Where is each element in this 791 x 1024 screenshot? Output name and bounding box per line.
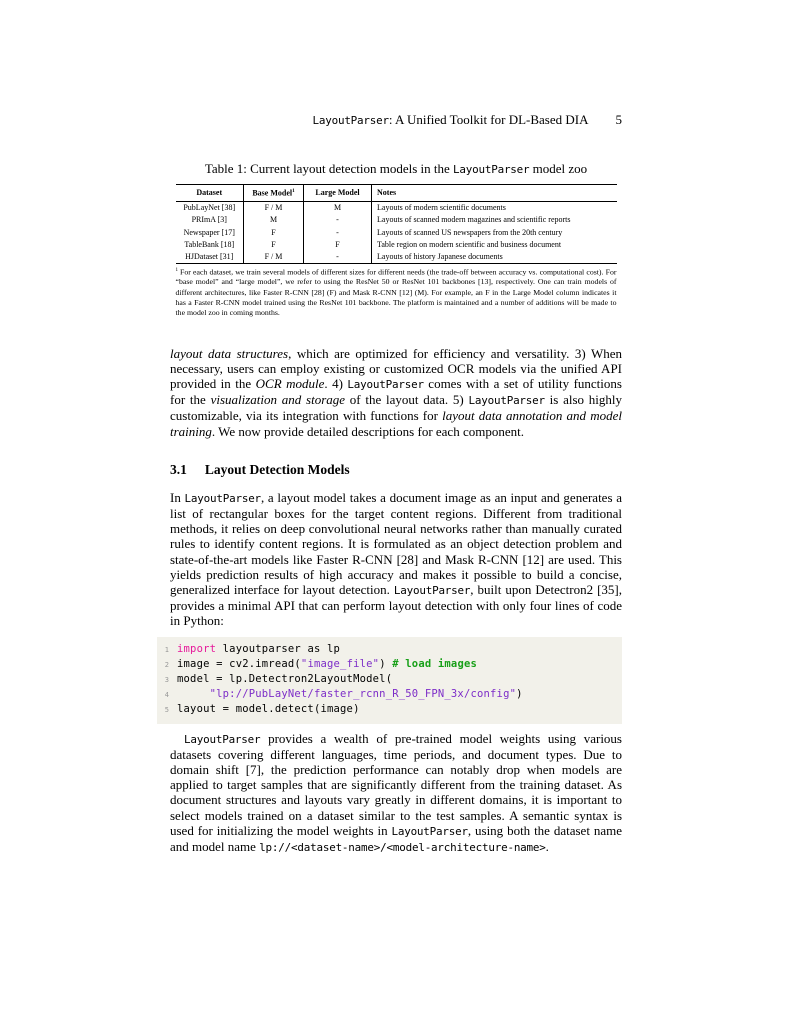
code-text: import layoutparser as lp [177,642,341,655]
content-column [164,0,623,855]
code-line [157,687,622,702]
line-number: 4 [164,691,169,700]
section-title: Layout Detection Models [204,461,350,477]
column-header-base-model-label: Base Model [252,188,293,198]
page-number: 5 [615,112,622,127]
table-row [176,226,617,238]
paragraph-layout-detection: In LayoutParser, a layout model takes a document image as an input and generates a list of rectangular boxes for the target content regions. Different from traditional methods, it relies on deep convolutional neural networks rather than manually curated rules to identify content regions. It is formulated as an object detection problem and state-of-the-art models like Faster R-CNN [28] and Mask R-CNN [12] are used. This yields prediction results of high accuracy and makes it possible to build a concise, generalized interface for layout detection. LayoutParser, built upon Detectron2 [35], provides a minimal API that can perform layout detection with only four lines of code in Python: [170,489,622,629]
cell-base-model: F [244,226,304,238]
column-header-notes: Notes [372,185,617,202]
cell-notes: Layouts of history Japanese documents [372,250,617,263]
cell-base-model: M [244,214,304,226]
paragraph-model-weights: LayoutParser provides a wealth of pre-trained model weights using various datasets covering different languages, time periods, and document types. Due to domain shift [7], the prediction performance can notably drop when models are applied to target samples that are significantly different from the training dataset. As document structures and layouts vary greatly in different domains, it is important to select models trained on a dataset similar to the test samples. A semantic syntax is used for initializing the model weights in LayoutParser, using both the dataset name and model name lp://<dataset-name>/<model-architecture-name>. [170,730,622,855]
paragraph-module-list: layout data structures, which are optimized for efficiency and versatility. 3) When necessary, users can employ existing or customized OCR models via the unified API provided in the OCR module. 4) LayoutParser comes with a set of utility functions for the visualization and storage of the layout data. 5) LayoutParser is also highly customizable, via its integration with functions for layout data annotation and model training. We now provide detailed descriptions for each component. [170,345,623,439]
line-number: 5 [164,706,169,715]
cell-large-model: - [304,226,372,238]
code-line [157,642,622,657]
cell-notes: Layouts of scanned US newspapers from the 20th century [372,226,617,238]
cell-large-model: F [304,238,372,250]
footnote-text: For each dataset, we train several models of different sizes for different needs (the trade-off between accuracy vs. computational cost). For “base model” and “large model”, we refer to using the ResNet 50 or ResNet 101 backbones [13], respectively. One can train models of different architectures, like Faster R-CNN [28] (F) and Mask R-CNN [12] (M). For example, an F in the Large Model column indicates it has a Faster R-CNN model trained using the ResNet 101 backbone. The platform is maintained and a number of additions will be made to the model zoo in coming months. [175,267,617,318]
running-header [170,112,622,128]
cell-large-model: - [304,250,372,263]
cell-large-model: - [304,214,372,226]
column-header-dataset: Dataset [176,185,244,202]
line-number: 1 [164,645,169,654]
running-title-product: LayoutParser [312,114,389,127]
code-line [157,672,622,687]
code-line [157,702,622,717]
footnote-marker: 1 [292,188,295,194]
cell-large-model: M [304,201,372,214]
code-text: layout = model.detect(image) [177,703,360,716]
table-footnote [176,267,617,319]
code-text: image = cv2.imread("image_file") # load images [177,657,478,670]
column-header-large-model: Large Model [304,185,372,202]
cell-dataset: PRImA [3] [191,215,227,225]
code-text: model = lp.Detectron2LayoutModel( [177,673,393,686]
cell-dataset: Newspaper [17] [183,227,235,237]
table-caption: Table 1: Current layout detection models in the LayoutParser model zoo [204,161,588,176]
code-listing [157,637,622,724]
footnote-marker: 1 [175,266,179,273]
section-heading [170,462,622,478]
cell-dataset: TableBank [18] [184,239,235,249]
section-number: 3.1 [170,461,187,477]
table-header-row [176,185,617,202]
table-row [176,214,617,226]
models-table [176,184,617,264]
table-row [176,201,617,214]
line-number: 2 [164,660,169,669]
table-row [176,250,617,263]
code-line [157,657,622,672]
line-number: 3 [164,676,169,685]
cell-notes: Table region on modern scientific and business document [372,238,617,250]
running-title-rest: : A Unified Toolkit for DL-Based DIA [388,112,589,127]
code-text: "lp://PubLayNet/faster_rcnn_R_50_FPN_3x/config") [209,688,523,701]
cell-base-model: F / M [244,201,304,214]
cell-notes: Layouts of scanned modern magazines and scientific reports [372,214,617,226]
cell-dataset: PubLayNet [38] [183,203,236,213]
column-header-base-model [244,185,304,202]
running-title [312,112,588,128]
table-row [176,238,617,250]
cell-notes: Layouts of modern scientific documents [372,201,617,214]
cell-base-model: F [244,238,304,250]
cell-base-model: F / M [244,250,304,263]
cell-dataset: HJDataset [31] [185,252,234,261]
